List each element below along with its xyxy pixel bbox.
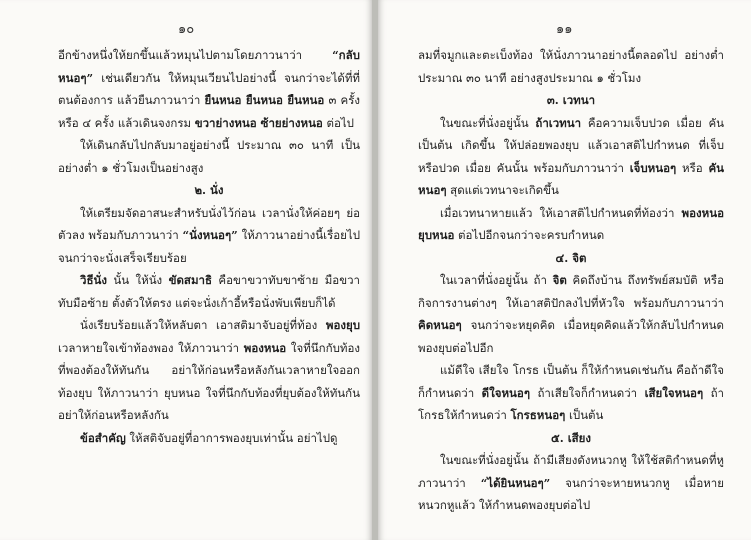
page-number: ๑๑ (556, 22, 573, 37)
section-heading: ๕. เสียง (550, 430, 591, 445)
section-heading: ๒. นั่ง (194, 183, 224, 197)
section-heading: ๔. จิต (555, 250, 587, 265)
paragraph: เมื่อเวทนาหายแล้ว ให้เอาสติไปกำหนดที่ท้องว่า พองหนอ ยุบหนอ ต่อไปอีกจนกว่าจะครบกำหนด (418, 205, 724, 242)
paragraph: ข้อสำคัญ ให้สติจับอยู่ที่อาการพองยุบเท่านั้น อย่าไปดู (80, 430, 338, 445)
page-body (58, 44, 360, 449)
paragraph: ลมที่จมูกและตะเบ็งท้อง ให้นั่งภาวนาอย่างนี้ตลอดไป อย่างต่ำประมาณ ๓๐ นาที อย่างสูงประมาณ ๑ ชั่วโมง (418, 48, 724, 85)
paragraph: ให้เดินกลับไปกลับมาอยู่อย่างนี้ ประมาณ ๓๐ นาที เป็นอย่างต่ำ ๑ ชั่วโมงเป็นอย่างสูง (58, 138, 360, 175)
page-number: ๑๐ (178, 22, 195, 37)
paragraph: ให้เตรียมจัดอาสนะสำหรับนั่งไว้ก่อน เวลานั่งให้ค่อยๆ ย่อตัวลง พร้อมกับภาวนาว่า “นั่งหนอๆ” ให้ภาวนาอย่างนี้เรื่อยไปจนกว่าจะนั่งเสร็จเรียบร้อย (58, 205, 360, 265)
paragraph: ในขณะที่นั่งอยู่นั้น ถ้าเวทนา คือความเจ็บปวด เมื่อย คัน เป็นต้น เกิดขึ้น ให้ปล่อยพองยุบ แล้วเอาสติไปกำหนด ที่เจ็บ หรือปวด เมื่อย คันนั้น พร้อมกับภาวนาว่า เจ็บหนอๆ หรือ คันหนอๆ สุดแต่เวทนาจะเกิดขึ้น (418, 115, 724, 197)
paragraph: นั่งเรียบร้อยแล้วให้หลับตา เอาสติมาจับอยู่ที่ท้อง พองยุบ เวลาหายใจเข้าท้องพอง ให้ภาวนาว่า พองหนอ ใจที่นึกกับท้องที่พองต้องให้ทันกัน อย่าให้ก่อนหรือหลังกันเวลาหายใจออก ท้องยุบ ให้ภาวนาว่า ยุบหนอ ใจที่นึกกับท้องที่ยุบต้องให้ทันกัน อย่าให้ก่อนหรือหลังกัน (58, 318, 360, 422)
paragraph: อีกข้างหนึ่งให้ยกขึ้นแล้วหมุนไปตามโดยภาวนาว่า “กลับหนอๆ” เช่นเดียวกัน ให้หมุนเวียนไปอย่างนี้ จนกว่าจะได้ที่ที่ตนต้องการ แล้วยืนภาวนาว่า ยืนหนอ ยืนหนอ ยืนหนอ ๓ ครั้ง หรือ ๔ ครั้ง แล้วเดินจงกรม ขวาย่างหนอ ซ้ายย่างหนอ ต่อไป (58, 48, 360, 130)
paragraph: ในขณะที่นั่งอยู่นั้น ถ้ามีเสียงดังหนวกหู ให้ใช้สติกำหนดที่หู ภาวนาว่า “ได้ยินหนอๆ” จนกว่าจะหายหนวกหู เมื่อหายหนวกหูแล้ว ให้กำหนดพองยุบต่อไป (418, 453, 724, 512)
paragraph: แม้ดีใจ เสียใจ โกรธ เป็นต้น ก็ให้กำหนดเช่นกัน คือถ้าดีใจก็กำหนดว่า ดีใจหนอๆ ถ้าเสียใจก็กำหนดว่า เสียใจหนอๆ ถ้าโกรธให้กำหนดว่า โกรธหนอๆ เป็นต้น (418, 363, 724, 422)
page-body (418, 44, 724, 517)
section-heading: ๓. เวทนา (546, 93, 596, 107)
right-page (378, 0, 751, 540)
paragraph: วิธีนั่ง นั้น ให้นั่ง ขัดสมาธิ คือขาขวาทับขาซ้าย มือขวาทับมือซ้าย ตั้งตัวให้ตรง แต่จะนั่งเก้าอี้หรือนั่งพับเพียบก็ได้ (58, 273, 360, 310)
left-page (0, 0, 372, 540)
paragraph: ในเวลาที่นั่งอยู่นั้น ถ้า จิต คิดถึงบ้าน ถึงทรัพย์สมบัติ หรือกิจการงานต่างๆ ให้เอาสติปักลงไปที่หัวใจ พร้อมกับภาวนาว่า คิดหนอๆ จนกว่าจะหยุดคิด เมื่อหยุดคิดแล้วให้กลับไปกำหนดพองยุบต่อไปอีก (418, 273, 724, 355)
